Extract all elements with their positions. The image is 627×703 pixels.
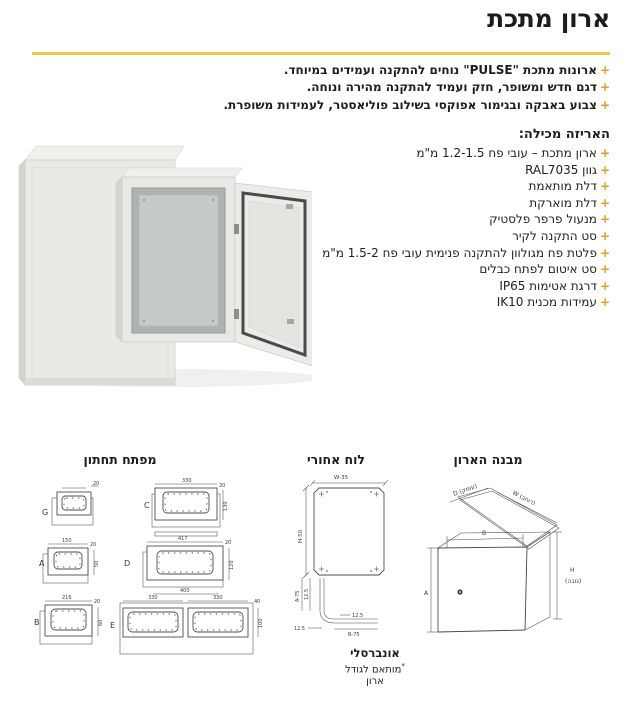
rear-panel-heading: לוח אחורי bbox=[307, 452, 365, 467]
plus-marker: + bbox=[599, 278, 610, 293]
intro-bullets bbox=[223, 62, 610, 114]
dim-label: 20 bbox=[225, 540, 232, 546]
plus-marker: + bbox=[599, 295, 610, 310]
iso-cabinet bbox=[438, 488, 559, 632]
structure-diagram bbox=[424, 472, 624, 660]
dim-label: 417 bbox=[178, 536, 188, 542]
dim-label: A bbox=[424, 590, 429, 597]
dim-label: 120 bbox=[229, 560, 235, 570]
bullet-item bbox=[322, 278, 610, 295]
mounting-plate bbox=[139, 195, 218, 326]
title-underline bbox=[32, 52, 610, 55]
bullet-item bbox=[322, 245, 610, 262]
bullet-text: סט איטום לפתח כבלים bbox=[479, 262, 597, 277]
universal-note bbox=[320, 661, 430, 687]
bullet-item bbox=[322, 178, 610, 195]
dim-label: 330 bbox=[213, 595, 223, 601]
bullet-text: דלת מוארקת bbox=[529, 195, 597, 210]
dim-label: H-50 bbox=[298, 529, 304, 543]
plus-marker: + bbox=[599, 146, 610, 160]
bullet-text: דרגת אטימות IP65 bbox=[499, 278, 597, 293]
latch-fitting bbox=[286, 204, 293, 209]
bullet-text: דגם חדש ומשופר, חזק ועמיד להתקנה מהירה ונוחה. bbox=[306, 80, 597, 95]
rail-profile-detail bbox=[294, 578, 378, 638]
dim-label: 12.5 bbox=[304, 588, 310, 600]
plus-marker: + bbox=[599, 63, 610, 77]
bullet-text: ארונות מתכת "PULSE" נוחים להתקנה ועמידים במיוחד. bbox=[283, 63, 597, 77]
dim-label: 20 bbox=[94, 599, 101, 605]
knockout-E bbox=[110, 588, 264, 654]
hinge bbox=[234, 309, 239, 319]
bullet-text: צבוע באבקה ובגימור אפוקסי בשילוב פוליאסטר, לעמידות משופרת. bbox=[223, 97, 597, 112]
diagram-letter: A bbox=[39, 559, 45, 568]
bullet-item bbox=[322, 228, 610, 245]
diagram-letter: E bbox=[110, 621, 116, 630]
structure-heading: מבנה הארון bbox=[453, 452, 523, 467]
dim-label: 130 bbox=[223, 501, 229, 511]
plus-marker: + bbox=[599, 195, 610, 210]
cabinet-photo bbox=[6, 126, 312, 398]
bullet-item bbox=[322, 294, 610, 311]
plus-marker: + bbox=[599, 179, 610, 194]
bullet-text: דלת מותאמת bbox=[528, 179, 597, 194]
latch-fitting bbox=[287, 319, 294, 324]
dim-label: 150 bbox=[62, 538, 72, 544]
dim-label: B bbox=[482, 530, 487, 537]
bullet-text: פלטת פח מגולוון להתקנה פנימית עובי פח 1.5-2 מ"מ bbox=[322, 245, 597, 260]
diagram-letter: C bbox=[144, 501, 150, 510]
dim-label: 12.5 bbox=[352, 613, 364, 619]
bullet-text: גוון RAL7035 bbox=[525, 162, 597, 177]
knockout-C bbox=[144, 478, 229, 527]
bullet-text: סט התקנה לקיר bbox=[512, 228, 597, 243]
plus-marker: + bbox=[599, 212, 610, 227]
diagram-letter: B bbox=[34, 618, 40, 627]
bullet-text: מנעול פרפר פלסטיק bbox=[489, 212, 597, 227]
plus-marker: + bbox=[599, 162, 610, 177]
page-title: ארון מתכת bbox=[487, 4, 610, 33]
package-heading: האריזה מכילה: bbox=[518, 127, 610, 142]
note-asterisk: * bbox=[401, 662, 405, 670]
bullet-item bbox=[322, 195, 610, 212]
dim-label: 20 bbox=[93, 481, 100, 487]
universal-label: אונברסלי bbox=[350, 646, 400, 660]
plus-marker: + bbox=[599, 80, 610, 95]
open-cabinet bbox=[116, 168, 312, 366]
rear-panel-diagram bbox=[290, 470, 398, 642]
dim-label: B-75 bbox=[348, 632, 360, 638]
package-list bbox=[322, 145, 610, 311]
bullet-item bbox=[322, 211, 610, 228]
dim-label: W-35 bbox=[333, 475, 349, 481]
knockout-A bbox=[39, 538, 100, 583]
note-text: ארון bbox=[366, 675, 384, 687]
rear-panel-plate bbox=[314, 488, 384, 575]
plus-marker: + bbox=[599, 245, 610, 260]
bullet-item bbox=[223, 97, 610, 114]
bullet-item bbox=[223, 79, 610, 96]
diagram-letter: G bbox=[42, 508, 49, 517]
dim-label: 60 bbox=[98, 619, 104, 626]
knockout-B bbox=[34, 595, 104, 644]
dim-label: 100 bbox=[258, 618, 264, 628]
dim-label: 330 bbox=[148, 595, 158, 601]
dim-label: 12.5 bbox=[293, 626, 305, 632]
plus-marker: + bbox=[599, 228, 610, 243]
knockout-D bbox=[124, 536, 235, 587]
bottom-key-heading: מפתח תחתון bbox=[83, 452, 157, 467]
note-text: מותאם לגודל bbox=[345, 664, 402, 676]
dim-label: 216 bbox=[62, 595, 72, 601]
dim-label: D (עומק) bbox=[452, 482, 479, 498]
dim-label: W (רוחב) bbox=[511, 489, 537, 508]
dim-label: (גובה) bbox=[565, 578, 582, 585]
dim-label: H bbox=[570, 567, 575, 574]
bullet-text: ארון מתכת – עובי פח 1.2-1.5 מ"מ bbox=[416, 146, 597, 160]
bullet-item bbox=[322, 261, 610, 278]
plus-marker: + bbox=[599, 262, 610, 277]
dim-label: A-75 bbox=[295, 590, 301, 602]
bottom-key-diagram bbox=[18, 478, 280, 663]
hinge bbox=[234, 224, 239, 234]
dim-label: 50 bbox=[94, 560, 100, 567]
dim-label: 20 bbox=[90, 542, 97, 548]
diagram-letter: D bbox=[124, 559, 131, 568]
open-door bbox=[235, 183, 312, 366]
dim-label: 20 bbox=[219, 483, 226, 489]
knockout-G bbox=[42, 481, 99, 525]
bullet-item bbox=[322, 162, 610, 179]
bullet-item bbox=[322, 145, 610, 162]
dim-label: 330 bbox=[182, 478, 192, 484]
bullet-text: עמידות מכנית IK10 bbox=[496, 295, 597, 310]
bullet-item bbox=[223, 62, 610, 79]
dim-label: 40 bbox=[254, 599, 261, 605]
plus-marker: + bbox=[599, 97, 610, 112]
dim-label: 400 bbox=[180, 588, 190, 594]
